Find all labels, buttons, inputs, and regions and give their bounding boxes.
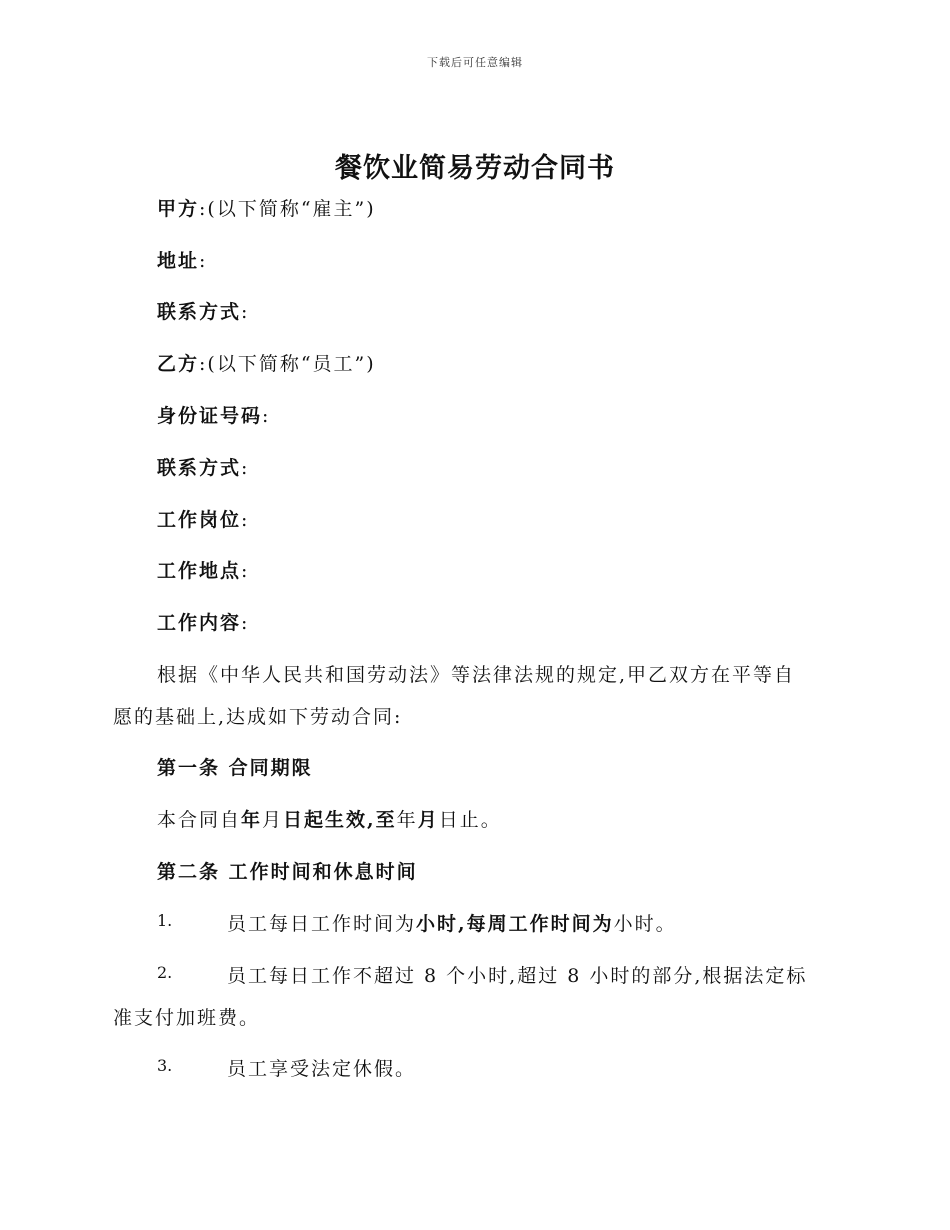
- article-2-item-2-number: 2.: [157, 963, 173, 982]
- id-number-line: [157, 401, 270, 428]
- content-line: [157, 608, 249, 635]
- contact-b-colon: :: [241, 457, 250, 479]
- item-1-part-1: 员工每日工作时间为: [227, 913, 417, 935]
- article-1-part-3: 年: [396, 809, 418, 831]
- party-b-note: (以下简称“员工”): [207, 353, 376, 375]
- position-line: [157, 505, 249, 532]
- item-1-part-2: 小时。: [613, 913, 677, 935]
- position-label: 工作岗位: [157, 509, 242, 531]
- party-b-label: 乙方: [157, 353, 200, 375]
- article-2-item-1-text: [227, 909, 677, 936]
- contact-a-colon: :: [241, 301, 250, 323]
- article-2-item-1-number: 1.: [157, 911, 173, 930]
- party-a-colon: :: [199, 198, 208, 220]
- article-1-text: [157, 805, 502, 832]
- address-label: 地址: [157, 250, 200, 272]
- article-1-part-1: 本合同自: [157, 809, 242, 831]
- content-label: 工作内容: [157, 612, 242, 634]
- intro-line-1: 根据《中华人民共和国劳动法》等法律法规的规定,甲乙双方在平等自: [157, 664, 796, 686]
- location-label: 工作地点: [157, 560, 242, 582]
- location-line: [157, 556, 249, 583]
- article-2-item-3-text: 员工享受法定休假。: [227, 1058, 417, 1080]
- location-colon: :: [241, 560, 250, 582]
- party-b-colon: :: [199, 353, 208, 375]
- item-1-bold: 小时,每周工作时间为: [416, 913, 614, 935]
- party-a-note: (以下简称“雇主”): [207, 198, 376, 220]
- article-1-part-2: 月: [262, 809, 284, 831]
- content-colon: :: [241, 612, 250, 634]
- article-1-bold-1: 年: [241, 809, 263, 831]
- intro-line-2: 愿的基础上,达成如下劳动合同:: [113, 706, 403, 728]
- article-2-item-2-line-2: 准支付加班费。: [113, 1007, 261, 1029]
- contact-a-line: [157, 297, 249, 324]
- address-line: [157, 246, 207, 273]
- party-a-label: 甲方: [157, 198, 200, 220]
- article-1-heading: 第一条 合同期限: [157, 757, 313, 779]
- position-colon: :: [241, 509, 250, 531]
- article-1-part-4: 日止。: [438, 809, 502, 831]
- header-note: 下载后可任意编辑: [427, 56, 523, 69]
- article-2-item-3-number: 3.: [157, 1056, 173, 1075]
- article-1-bold-3: 月: [417, 809, 439, 831]
- id-number-colon: :: [262, 405, 271, 427]
- article-1-bold-2: 日起生效,至: [283, 809, 397, 831]
- address-colon: :: [199, 250, 208, 272]
- document-title: 餐饮业简易劳动合同书: [335, 153, 615, 184]
- party-a-line: [157, 194, 376, 221]
- party-b-line: [157, 349, 376, 376]
- article-2-item-2-line-1: 员工每日工作不超过 8 个小时,超过 8 小时的部分,根据法定标: [227, 965, 808, 987]
- contact-a-label: 联系方式: [157, 301, 242, 323]
- contact-b-label: 联系方式: [157, 457, 242, 479]
- article-2-heading: 第二条 工作时间和休息时间: [157, 861, 418, 883]
- id-number-label: 身份证号码: [157, 405, 263, 427]
- contact-b-line: [157, 453, 249, 480]
